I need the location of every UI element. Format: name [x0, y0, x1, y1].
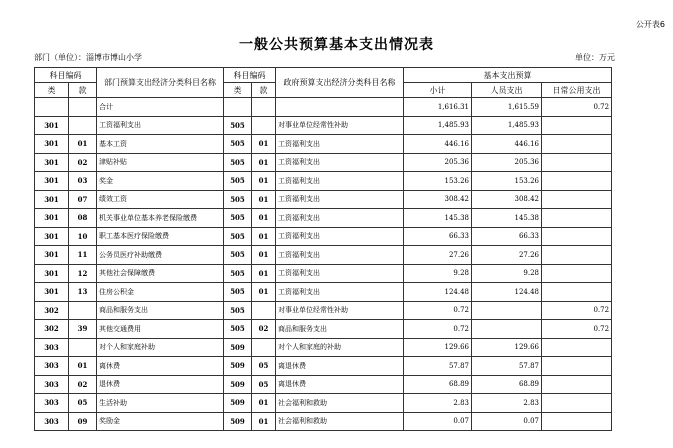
dept-name-cell: 绩效工资: [97, 190, 224, 209]
gov-class-cell: 509: [224, 394, 252, 413]
dept-name-cell: 商品和服务支出: [97, 301, 224, 320]
dept-item-cell: [69, 98, 97, 117]
page-title: 一般公共预算基本支出情况表: [239, 37, 434, 53]
personnel-cell: 2.83: [472, 394, 542, 413]
table-row: [35, 190, 612, 209]
gov-class-cell: 509: [224, 412, 252, 431]
gov-item-cell: 01: [252, 394, 276, 413]
subtotal-cell: 124.48: [404, 283, 472, 302]
gov-class-cell: 505: [224, 153, 252, 172]
table-row: [35, 283, 612, 302]
dept-class-cell: 303: [35, 412, 69, 431]
table-row: [35, 135, 612, 154]
table-row: [35, 246, 612, 265]
subtotal-cell: 68.89: [404, 375, 472, 394]
gov-item-cell: [252, 338, 276, 357]
daily-cell: [542, 209, 612, 228]
gov-item-cell: 01: [252, 172, 276, 191]
gov-item-cell: 01: [252, 283, 276, 302]
dept-item-cell: [69, 116, 97, 135]
gov-item-cell: 01: [252, 153, 276, 172]
header-basic-budget: 基本支出预算: [404, 68, 612, 83]
table-row: [35, 172, 612, 191]
table-row: [35, 357, 612, 376]
subtotal-cell: 0.07: [404, 412, 472, 431]
gov-class-cell: 505: [224, 227, 252, 246]
personnel-cell: 129.66: [472, 338, 542, 357]
dept-class-cell: 301: [35, 283, 69, 302]
dept-class-cell: 302: [35, 301, 69, 320]
gov-item-cell: [252, 98, 276, 117]
gov-name-cell: 对事业单位经常性补助: [276, 116, 404, 135]
subtotal-cell: 0.72: [404, 320, 472, 339]
gov-class-cell: 509: [224, 375, 252, 394]
gov-name-cell: 工资福利支出: [276, 190, 404, 209]
dept-name-cell: 公务员医疗补助缴费: [97, 246, 224, 265]
daily-cell: [542, 283, 612, 302]
daily-cell: [542, 394, 612, 413]
personnel-cell: 66.33: [472, 227, 542, 246]
dept-name-cell: 其他交通费用: [97, 320, 224, 339]
header-gov-class: 类: [224, 83, 252, 98]
gov-item-cell: [252, 301, 276, 320]
gov-name-cell: 离退休费: [276, 375, 404, 394]
personnel-cell: 446.16: [472, 135, 542, 154]
header-gov-code: 科目编码: [224, 68, 276, 83]
unit-label: 单位：万元: [575, 53, 615, 62]
daily-cell: [542, 357, 612, 376]
dept-name-cell: 工资福利支出: [97, 116, 224, 135]
dept-name-cell: 津贴补贴: [97, 153, 224, 172]
gov-class-cell: 505: [224, 320, 252, 339]
dept-class-cell: 301: [35, 135, 69, 154]
dept-class-cell: 301: [35, 190, 69, 209]
dept-item-cell: 01: [69, 357, 97, 376]
gov-class-cell: 505: [224, 283, 252, 302]
dept-class-cell: 301: [35, 264, 69, 283]
subtotal-cell: 57.87: [404, 357, 472, 376]
personnel-cell: 145.38: [472, 209, 542, 228]
gov-item-cell: 01: [252, 264, 276, 283]
gov-item-cell: [252, 116, 276, 135]
subtotal-cell: 66.33: [404, 227, 472, 246]
dept-name-cell: 机关事业单位基本养老保险缴费: [97, 209, 224, 228]
dept-name-cell: 职工基本医疗保险缴费: [97, 227, 224, 246]
table-row: [35, 209, 612, 228]
daily-cell: [542, 135, 612, 154]
subtotal-cell: 1,485.93: [404, 116, 472, 135]
dept-class-cell: 303: [35, 357, 69, 376]
dept-name-cell: 住房公积金: [97, 283, 224, 302]
daily-cell: 0.72: [542, 320, 612, 339]
table-row: [35, 301, 612, 320]
subtotal-cell: 145.38: [404, 209, 472, 228]
personnel-cell: 153.26: [472, 172, 542, 191]
dept-name-cell: 奖金: [97, 172, 224, 191]
personnel-cell: 1,615.59: [472, 98, 542, 117]
dept-item-cell: 02: [69, 153, 97, 172]
table-row: [35, 412, 612, 431]
subtotal-cell: 205.36: [404, 153, 472, 172]
gov-name-cell: 工资福利支出: [276, 135, 404, 154]
daily-cell: 0.72: [542, 98, 612, 117]
gov-name-cell: 工资福利支出: [276, 153, 404, 172]
gov-name-cell: 工资福利支出: [276, 227, 404, 246]
gov-name-cell: 离退休费: [276, 357, 404, 376]
subtotal-cell: 153.26: [404, 172, 472, 191]
dept-class-cell: 301: [35, 227, 69, 246]
subtotal-cell: 2.83: [404, 394, 472, 413]
header-dept-code: 科目编码: [35, 68, 97, 83]
gov-item-cell: 01: [252, 246, 276, 265]
dept-item-cell: 05: [69, 394, 97, 413]
subtotal-cell: 0.72: [404, 301, 472, 320]
dept-item-cell: 09: [69, 412, 97, 431]
dept-item-cell: 02: [69, 375, 97, 394]
table-row: [35, 227, 612, 246]
dept-class-cell: 301: [35, 172, 69, 191]
gov-name-cell: 社会福利和救助: [276, 394, 404, 413]
gov-class-cell: 505: [224, 116, 252, 135]
gov-class-cell: 509: [224, 338, 252, 357]
daily-cell: 0.72: [542, 301, 612, 320]
table-row: [35, 264, 612, 283]
gov-name-cell: 工资福利支出: [276, 283, 404, 302]
daily-cell: [542, 246, 612, 265]
personnel-cell: 68.89: [472, 375, 542, 394]
header-dept-class: 类: [35, 83, 69, 98]
personnel-cell: [472, 320, 542, 339]
personnel-cell: 308.42: [472, 190, 542, 209]
personnel-cell: 9.28: [472, 264, 542, 283]
daily-cell: [542, 153, 612, 172]
table-row: [35, 320, 612, 339]
dept-item-cell: 07: [69, 190, 97, 209]
table-row: [35, 338, 612, 357]
gov-name-cell: 商品和服务支出: [276, 320, 404, 339]
header-personnel: 人员支出: [472, 83, 542, 98]
gov-name-cell: 工资福利支出: [276, 172, 404, 191]
table-row: [35, 153, 612, 172]
subtotal-cell: 1,616.31: [404, 98, 472, 117]
dept-item-cell: 11: [69, 246, 97, 265]
dept-name-cell: 离休费: [97, 357, 224, 376]
dept-item-cell: 03: [69, 172, 97, 191]
personnel-cell: 0.07: [472, 412, 542, 431]
gov-item-cell: 01: [252, 209, 276, 228]
dept-item-cell: 01: [69, 135, 97, 154]
gov-class-cell: 505: [224, 172, 252, 191]
daily-cell: [542, 172, 612, 191]
dept-item-cell: 10: [69, 227, 97, 246]
gov-class-cell: 509: [224, 357, 252, 376]
personnel-cell: 124.48: [472, 283, 542, 302]
subtotal-cell: 446.16: [404, 135, 472, 154]
gov-name-cell: [276, 98, 404, 117]
gov-class-cell: 505: [224, 209, 252, 228]
subtotal-cell: 9.28: [404, 264, 472, 283]
dept-item-cell: 39: [69, 320, 97, 339]
table-body: [35, 98, 612, 431]
dept-item-cell: 13: [69, 283, 97, 302]
daily-cell: [542, 375, 612, 394]
dept-name-cell: 对个人和家庭补助: [97, 338, 224, 357]
dept-item-cell: [69, 338, 97, 357]
dept-class-cell: 301: [35, 246, 69, 265]
gov-name-cell: 工资福利支出: [276, 209, 404, 228]
daily-cell: [542, 412, 612, 431]
gov-class-cell: 505: [224, 246, 252, 265]
table-row: [35, 98, 612, 117]
gov-name-cell: 对事业单位经常性补助: [276, 301, 404, 320]
gov-name-cell: 社会福利和救助: [276, 412, 404, 431]
header-daily: 日常公用支出: [542, 83, 612, 98]
gov-name-cell: 对个人和家庭的补助: [276, 338, 404, 357]
gov-item-cell: 01: [252, 190, 276, 209]
gov-class-cell: 505: [224, 301, 252, 320]
gov-class-cell: [224, 98, 252, 117]
dept-item-cell: 12: [69, 264, 97, 283]
dept-class-cell: 303: [35, 338, 69, 357]
dept-class-cell: 301: [35, 116, 69, 135]
personnel-cell: 1,485.93: [472, 116, 542, 135]
dept-name-cell: 基本工资: [97, 135, 224, 154]
dept-class-cell: 301: [35, 153, 69, 172]
personnel-cell: 205.36: [472, 153, 542, 172]
daily-cell: [542, 190, 612, 209]
gov-item-cell: 01: [252, 135, 276, 154]
dept-item-cell: [69, 301, 97, 320]
subtotal-cell: 129.66: [404, 338, 472, 357]
dept-class-cell: 301: [35, 209, 69, 228]
header-gov-item: 款: [252, 83, 276, 98]
gov-name-cell: 工资福利支出: [276, 246, 404, 265]
personnel-cell: 57.87: [472, 357, 542, 376]
table-row: [35, 375, 612, 394]
header-gov-name: 政府预算支出经济分类科目名称: [276, 68, 404, 98]
table-row: [35, 116, 612, 135]
personnel-cell: [472, 301, 542, 320]
gov-item-cell: 01: [252, 412, 276, 431]
subtotal-cell: 27.26: [404, 246, 472, 265]
header-subtotal: 小计: [404, 83, 472, 98]
dept-class-cell: [35, 98, 69, 117]
budget-table: [34, 67, 612, 431]
gov-class-cell: 505: [224, 190, 252, 209]
dept-name-cell: 退休费: [97, 375, 224, 394]
gov-class-cell: 505: [224, 135, 252, 154]
daily-cell: [542, 227, 612, 246]
dept-item-cell: 08: [69, 209, 97, 228]
dept-class-cell: 303: [35, 375, 69, 394]
daily-cell: [542, 116, 612, 135]
gov-item-cell: 02: [252, 320, 276, 339]
subtotal-cell: 308.42: [404, 190, 472, 209]
gov-name-cell: 工资福利支出: [276, 264, 404, 283]
dept-name-cell: 合计: [97, 98, 224, 117]
department-label: 部门（单位）：淄博市博山小学: [34, 53, 142, 62]
gov-item-cell: 01: [252, 227, 276, 246]
gov-item-cell: 05: [252, 357, 276, 376]
gov-class-cell: 505: [224, 264, 252, 283]
table-row: [35, 394, 612, 413]
header-dept-item: 款: [69, 83, 97, 98]
daily-cell: [542, 338, 612, 357]
dept-class-cell: 303: [35, 394, 69, 413]
dept-name-cell: 奖励金: [97, 412, 224, 431]
dept-name-cell: 其他社会保障缴费: [97, 264, 224, 283]
gov-item-cell: 05: [252, 375, 276, 394]
personnel-cell: 27.26: [472, 246, 542, 265]
form-code-label: 公开表6: [635, 20, 665, 29]
dept-name-cell: 生活补助: [97, 394, 224, 413]
daily-cell: [542, 264, 612, 283]
dept-class-cell: 302: [35, 320, 69, 339]
header-dept-name: 部门预算支出经济分类科目名称: [97, 68, 224, 98]
